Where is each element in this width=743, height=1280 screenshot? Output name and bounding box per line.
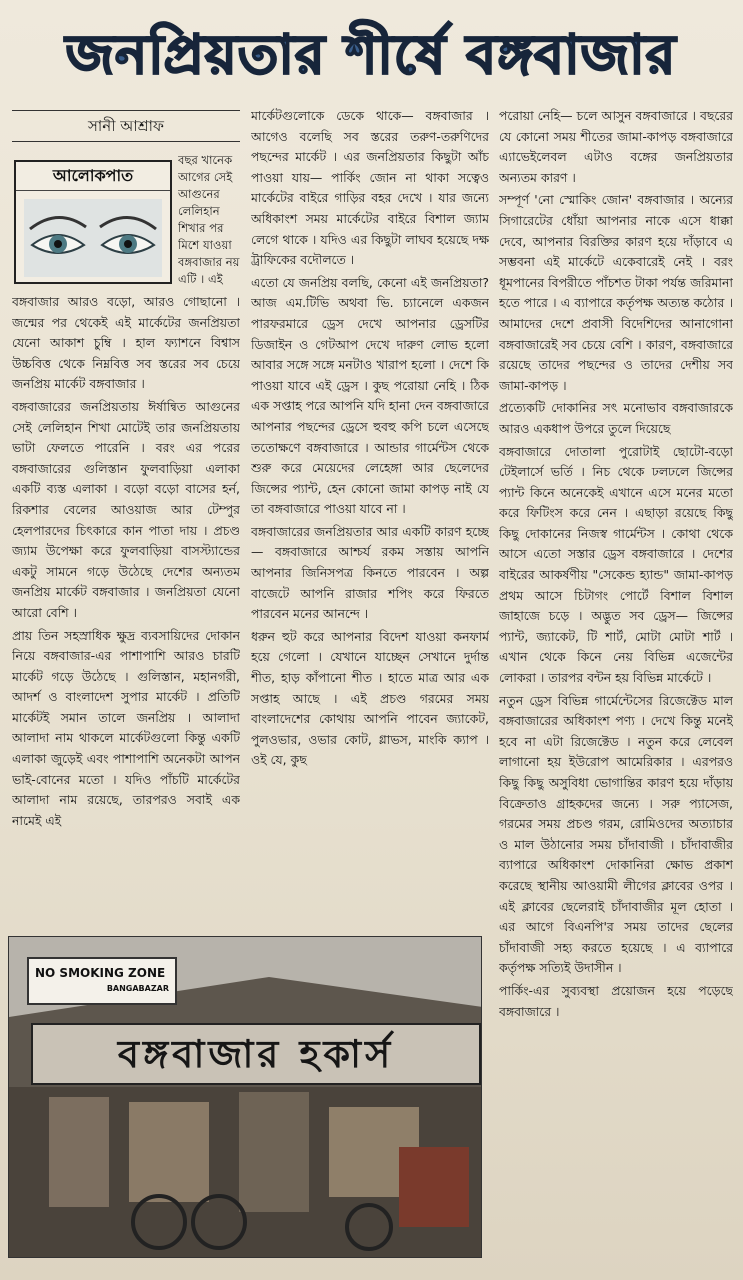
paragraph: বঙ্গবাজারের জনপ্রিয়তার আর একটি কারণ হচ্ছে— বঙ্গবাজারে আশ্চর্য রকম সস্তায় আপনি আপনার জিনিসপত্র কিনতে পারবেন । অল্প বাজেটে আপনি রাজার শপিং করে ফিরতে পারবেন মনের আনন্দে ।	[251, 523, 489, 622]
paragraph: বঙ্গবাজারের জনপ্রিয়তায় ঈর্ষান্বিত আগুনের সেই লেলিহান শিখা মোটেই তার জনপ্রিয়তায় ভাটা ফেলতে পারেনি । বরং এর পরের বঙ্গবাজারের গুলিস্তান ফুলবাড়িয়া এলাকা একটি ব্যস্ত এলাকা । বড়ো বড়ো বাসের হর্ন, রিকশার বেলের আওয়াজ আর টেম্পুর হেলপারদের চিৎকারে কান পাতা দায় । প্রচণ্ড জ্যাম উপেক্ষা করে ফুলবাড়িয়া বাসস্ট্যান্ডের একটু সামনে গড়ে উঠেছে দেশের অন্যতম জনপ্রিয় মার্কেট বঙ্গবাজার । জনপ্রিয়তা যেনো আরো বেশি ।	[12, 398, 240, 620]
article-column-2	[251, 106, 489, 932]
column-tag-title: আলোকপাত	[16, 162, 170, 191]
market-banner: বঙ্গবাজার হকার্স	[31, 1023, 481, 1085]
paragraph: প্রায় তিন সহস্রাধিক ক্ষুদ্র ব্যবসায়িদের দোকান নিয়ে বঙ্গবাজার-এর পাশাপাশি আরও চারটি মার্কেট গড়ে উঠেছে । গুলিস্তান, মহানগরী, আদর্শ ও বাংলাদেশ সুপার মার্কেট । প্রতিটি মার্কেটই সমান তালে জনপ্রিয় । আলাদা আলাদা নাম থাকলে মার্কেটগুলো কিন্তু একটি এলাকা জুড়েই এবং পাশাপাশি অনেকটা আপন ভাই-বোনের মতো । যদিও পাঁচটি মার্কেটের আলাদা নাম রয়েছে, তারপরও সবাই এক নামেই এই	[12, 627, 240, 828]
paragraph: সম্পূর্ণ 'নো স্মোকিং জোন' বঙ্গবাজার । অন্যের সিগারেটের ধোঁয়া আপনার নাকে এসে ধাক্কা দেবে, আপনার বিরক্তির কারণ হয়ে দাঁড়াবে এ সম্ভবনা এই মার্কেটে একেবারেই নেই । বরং ধূমপানের বিপরীতে পাঁচশত টাকা পর্যন্ত জরিমানা হতে পারে । এ ব্যাপারে কর্তৃপক্ষ অত্যন্ত কঠোর । আমাদের দেশে প্রবাসী বিদেশিদের আনাগোনা বঙ্গবাজারেই সব চেয়ে বেশি । কারণ, বঙ্গবাজারে রয়েছে তাদের পছন্দের ও তাদের দেশীয় সব জামা-কাপড় ।	[499, 192, 733, 393]
paragraph: পার্কিং-এর সুব্যবস্থা প্রয়োজন হয়ে পড়েছে বঙ্গবাজারে ।	[499, 982, 733, 1019]
article-column-1	[12, 292, 240, 912]
paragraph: পরোয়া নেহি— চলে আসুন বঙ্গবাজারে । বছরের যে কোনো সময় শীতের জামা-কাপড় বঙ্গবাজারে এ্যাভেইলেবল এটাও বঙ্গের জনপ্রিয়তার অন্যতম কারণ ।	[499, 108, 733, 185]
no-smoking-text: NO SMOKING ZONE	[35, 966, 166, 980]
paragraph: নতুন ড্রেস বিভিন্ন গার্মেন্টেসের রিজেক্টেড মাল বঙ্গবাজারের অধিকাংশ পণ্য । দেখে কিন্তু মনেই হবে না এটা রিজেক্টেড । নতুন করে লেবেল লাগানো হয় ইউরোপ আমেরিকার । এরপরও কিছু কিছু অসুবিধা ভোগান্তির কারণ হয়ে দাঁড়ায় বিক্রেতাও গ্রাহকদের জন্যে । সরু প্যাসেজ, গরমের সময় প্রচণ্ড গরম, রোমিওদের অত্যাচার ও মাল উঠানোর সময় চাঁদাবাজী । চাঁদাবাজীর ব্যাপারে অধিকাংশ দোকানিরা ক্ষোভ প্রকাশ করেছে স্থানীয় আওয়ামী লীগের ক্লাবের ওপর । এই ক্লাবের ছেলেরাই চাঁদাবাজীর মূল হোতা । এর আগে বিএনপি'র সময় তাদের ছেলের চাঁদাবাজী সহ্য করতে হয়েছে । এ ব্যাপারে কর্তৃপক্ষ সত্যিই উদাসীন ।	[499, 692, 733, 976]
market-photo	[8, 936, 482, 1258]
paragraph: মার্কেটগুলোকে ডেকে থাকে— বঙ্গবাজার । আগেও বলেছি সব স্তরের তরুণ-তরুণিদের পছন্দের মার্কেট । এর জনপ্রিয়তার কিছুটা আঁচ পাওয়া যায়— পার্কিং জোন না থাকা সত্বেও মার্কেটের বাইরে গাড়ির বহর দেখে । যার জন্যে অধিকাংশ সময় মার্কেটের বাইরে বিশাল জ্যাম লেগে থাকে । যদিও এর কিছুটা লাঘব হয়েছে দক্ষ ট্রাফিকের বদৌলতে ।	[251, 108, 489, 268]
paragraph: ধরুন হুট করে আপনার বিদেশ যাওয়া কনফার্ম হয়ে গেলো । যেখানে যাচ্ছেন সেখানে দুর্দান্ত শীত, হাড় কাঁপানো শীত । হাতে মাত্র আর এক সপ্তাহ আছে । এই প্রচণ্ড গরমের সময় বাংলাদেশের কোথায় আপনি পাবেন জ্যাকেট, পুলওভার, ওভার কোট, গ্লাভস, মাংকি ক্যাপ । ওই যে, কুছ	[251, 628, 489, 768]
eyes-illustration-icon	[24, 199, 162, 277]
paragraph: প্রত্যেকটি দোকানির সৎ মনোভাব বঙ্গবাজারকে আরও একধাপ উপরে তুলে দিয়েছে	[499, 400, 733, 436]
byline: সানী আশ্রাফ	[12, 110, 240, 142]
headline: জনপ্রিয়তার শীর্ষে বঙ্গবাজার	[65, 23, 677, 86]
no-smoking-sign	[27, 957, 177, 1005]
paragraph: বঙ্গবাজারে দোতালা পুরোটাই ছোটো-বড়ো টেইলার্সে ভর্তি । নিচ থেকে ঢলঢলে জিন্সের প্যান্ট কিনে অনেকেই এখানে এসে মনের মতো করে ফিটিংস করে নেন । এছাড়া রয়েছে কিছু কিছু দোকানের নিজস্ব গার্মেন্টস । কোথা থেকে আসে এতো সস্তার ড্রেস বঙ্গবাজারে । দেশের বাইরের আকর্ষণীয় "সেকেন্ড হ্যান্ড" জামা-কাপড় প্রথম আসে চিটাগং পোর্টে বিশাল বিশাল জাহাজে চড়ে । অদ্ভুত সব ড্রেস— জিন্সের প্যান্ট, জ্যাকেট, টি শার্ট, মোটা মোটা শার্ট । এখান থেকে কিনে নেয় বিভিন্ন এজেন্টের লোকরা । তারপর বন্টন হয় বিভিন্ন মার্কেটে ।	[499, 443, 733, 686]
column-tag-box	[14, 160, 172, 284]
paragraph: বঙ্গবাজার আরও বড়ো, আরও গোছানো । জন্মের পর থেকেই এই মার্কেটের জনপ্রিয়তা যেনো আকাশ চুম্বি । হাল ফ্যাশনে বিশ্বাস উচ্চবিত্ত থেকে নিম্নবিত্ত সব স্তরের সব চেয়ে জনপ্রিয় মার্কেট বঙ্গবাজার ।	[12, 294, 240, 392]
intro-text: বছর খানেক আগের সেই আগুনের লেলিহান শিখার পর মিশে যাওয়া বঙ্গবাজার নয় এটি । এই	[178, 153, 240, 286]
paragraph: এতো যে জনপ্রিয় বলছি, কেনো এই জনপ্রিয়তা? আজ এম.টিভি অথবা ভি. চ্যানেলে একজন পারফরমারে ড্রেস দেখে আপনার ড্রেসটির ডিজাইন ও গেটআপ দেখে দারুণ লোভ হলো আবার সঙ্গে সঙ্গে মনটাও খারাপ হলো । দেশে কি পাওয়া যাবে এই ড্রেস । কুছ পরোয়া নেহি । ঠিক এক সপ্তাহ পরে আপনি যদি হানা দেন বঙ্গবাজারে আপনার পছন্দের ড্রেসে হুবহু কপি চলে এসেছে ততোক্ষণে বঙ্গবাজারে । আন্ডার গার্মেন্টস থেকে শুরু করে মেয়েদের লেহেঙ্গা আর ছেলেদের জিন্সের প্যান্ট, হেন কোনো জামা কাপড় নাই যে তা বঙ্গবাজারে পাওয়া যাবে না ।	[251, 274, 489, 517]
article-column-3	[499, 106, 733, 1258]
sign-subtext: BANGABAZAR	[106, 984, 169, 993]
